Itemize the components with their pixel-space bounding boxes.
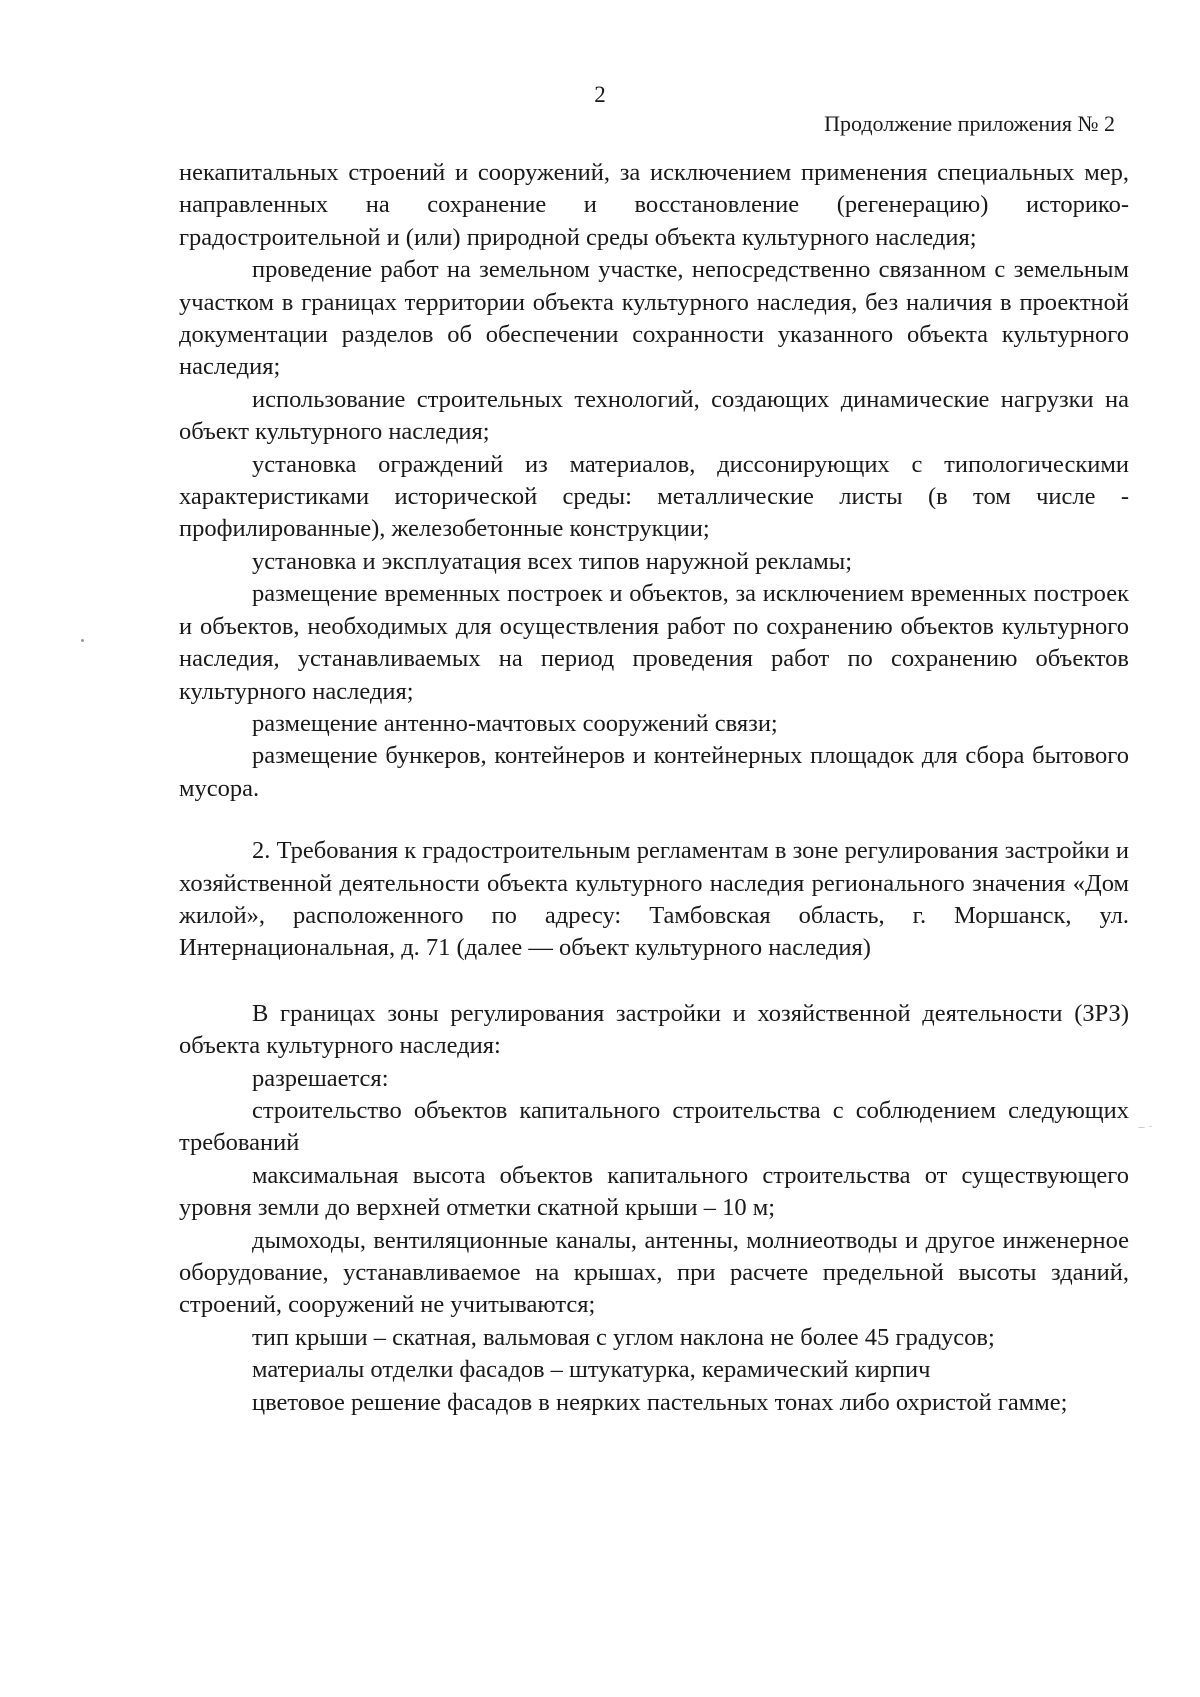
paragraph: установка и эксплуатация всех типов наружной рекламы; [252,547,853,575]
paragraph: некапитальных строений и сооружений, за исключением применения специальных мер, направленных на сохранение и восстановление (регенерацию) историко-градостроительной и (или) природной среды объекта культурного наследия; [179,159,1129,251]
paragraph: максимальная высота объектов капитального строительства от существующего уровня земли до верхней отметки скатной крыши – 10 м; [179,1161,1129,1222]
paragraph: тип крыши – скатная, вальмовая с углом наклона не более 45 градусов; [252,1323,995,1351]
paragraph: использование строительных технологий, создающих динамические нагрузки на объект культурного наследия; [179,385,1129,446]
page-number: 2 [594,82,606,107]
appendix-continuation-header: Продолжение приложения № 2 [824,111,1115,136]
paragraph: В границах зоны регулирования застройки и хозяйственной деятельности (ЗРЗ) объекта культурного наследия: [179,999,1129,1060]
paragraph: размещение антенно-мачтовых сооружений связи; [252,709,778,737]
paragraph: цветовое решение фасадов в неярких пастельных тонах либо охристой гамме; [252,1388,1068,1416]
scan-speck [1149,1126,1152,1127]
scan-speck [81,639,84,642]
paragraph: размещение бункеров, контейнеров и контейнерных площадок для сбора бытового мусора. [179,742,1129,802]
paragraph: установка ограждений из материалов, диссонирующих с типологическими характеристиками исторической среды: металлические листы (в том числе - профилированные), железобетонные конструкции; [179,450,1129,543]
document-body [179,157,1129,1419]
section-heading-2: 2. Требования к градостроительным регламентам в зоне регулирования застройки и хозяйственной деятельности объекта культурного наследия регионального значения «Дом жилой», расположенного по адресу: Тамбовская область, г. Моршанск, ул. Интернациональная, д. 71 (далее — объект культурного наследия) [179,837,1129,962]
paragraph: строительство объектов капитального строительства с соблюдением следующих требований [179,1096,1129,1157]
paragraph: разрешается: [252,1064,389,1092]
paragraph: размещение временных построек и объектов, за исключением временных построек и объектов, необходимых для осуществления работ по сохранению объектов культурного наследия, устанавливаемых на период проведения работ по сохранению объектов культурного наследия; [179,580,1129,705]
paragraph: дымоходы, вентиляционные каналы, антенны, молниеотводы и другое инженерное оборудование, устанавливаемое на крышах, при расчете предельной высоты зданий, строений, сооружений не учитываются; [179,1226,1129,1319]
paragraph: проведение работ на земельном участке, непосредственно связанном с земельным участком в границах территории объекта культурного наследия, без наличия в проектной документации разделов об обеспечении сохранности указанного объекта культурного наследия; [179,256,1129,381]
paragraph: материалы отделки фасадов – штукатурка, керамический кирпич [252,1356,931,1384]
scan-speck [1138,1127,1145,1128]
